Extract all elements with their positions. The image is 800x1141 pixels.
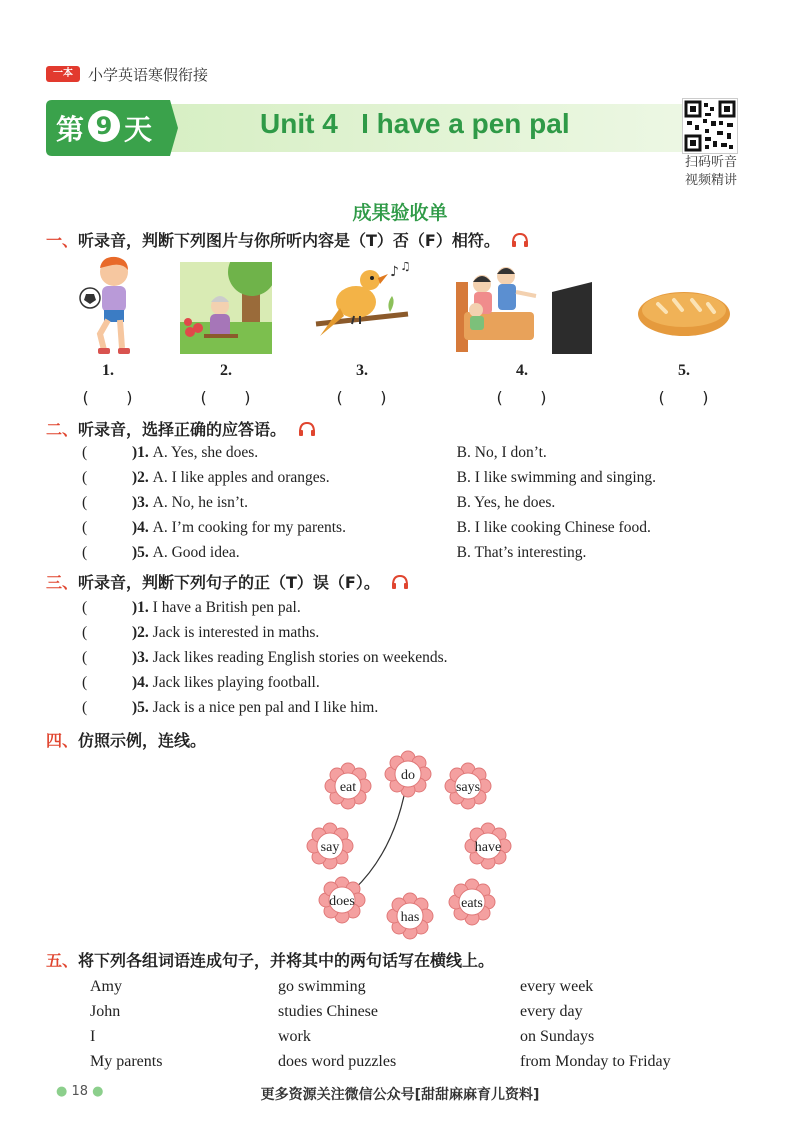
list-item: ( )4. A. I’m cooking for my parents. B. I like cooking Chinese food. xyxy=(82,519,651,536)
svg-text:has: has xyxy=(400,910,420,925)
day-suffix: 天 xyxy=(124,113,153,146)
answer-blank-1[interactable]: ( ) xyxy=(82,388,134,407)
headphones-icon[interactable] xyxy=(298,421,316,437)
svg-text:♪: ♪ xyxy=(390,264,399,280)
grandma-garden-picture xyxy=(180,262,272,354)
section2-title: 听录音，选择正确的应答语。 xyxy=(78,420,287,439)
word-item: every week xyxy=(520,978,594,995)
list-item: ( )3. A. No, he isn’t. B. Yes, he does. xyxy=(82,494,556,511)
headphones-icon[interactable] xyxy=(511,232,529,248)
svg-text:have: have xyxy=(474,840,502,855)
section3-list xyxy=(82,595,762,720)
bird-singing-picture xyxy=(312,262,412,348)
section1-number: 一、 xyxy=(46,231,79,250)
list-item: ( )3. Jack likes reading English stories on weekends. xyxy=(82,649,448,666)
day-prefix: 第 xyxy=(56,113,87,146)
answer-blank-5[interactable]: ( ) xyxy=(658,388,710,407)
picture-label-1: 1. xyxy=(102,362,114,379)
section2-heading xyxy=(46,417,316,440)
flower-has[interactable] xyxy=(387,893,433,939)
list-item: ( )1. A. Yes, she does. B. No, I don’t. xyxy=(82,444,547,461)
section3-number: 三、 xyxy=(46,573,79,592)
word-column-2 xyxy=(278,974,396,1074)
section4-number: 四、 xyxy=(46,731,79,750)
svg-text:eats: eats xyxy=(461,896,483,911)
word-column-3 xyxy=(520,974,671,1074)
list-item: ( )2. Jack is interested in maths. xyxy=(82,624,320,641)
list-item: ( )1. I have a British pen pal. xyxy=(82,599,301,616)
answer-blank-4[interactable]: ( ) xyxy=(496,388,548,407)
flower-have[interactable] xyxy=(465,823,511,869)
svg-text:do: do xyxy=(401,768,415,783)
book-title: 小学英语寒假衔接 xyxy=(88,66,209,84)
svg-text:eat: eat xyxy=(339,780,357,795)
word-item: My parents xyxy=(90,1053,163,1070)
word-item: I xyxy=(90,1028,96,1045)
bread-picture xyxy=(636,286,732,338)
list-item: ( )5. A. Good idea. B. That’s interesting. xyxy=(82,544,587,561)
section3-heading xyxy=(46,570,409,593)
qr-caption-line-2: 视频精讲 xyxy=(684,173,737,188)
family-tv-picture xyxy=(456,262,596,354)
page-title: 成果验收单 xyxy=(352,202,448,224)
picture-label-5: 5. xyxy=(678,362,690,379)
flower-says[interactable] xyxy=(445,763,491,809)
section5-number: 五、 xyxy=(46,951,79,970)
section2-list xyxy=(82,440,762,565)
list-item: ( )2. A. I like apples and oranges. B. I like swimming and singing. xyxy=(82,469,657,486)
qr-caption xyxy=(676,154,746,190)
word-item: every day xyxy=(520,1003,583,1020)
section1-title: 听录音，判断下列图片与你所听内容是（T）否（F）相符。 xyxy=(78,231,500,250)
footer-note: 更多资源关注微信公众号[甜甜麻麻育儿资料] xyxy=(260,1087,540,1103)
svg-text:♫: ♫ xyxy=(400,262,411,273)
qr-code-icon[interactable] xyxy=(682,98,738,154)
flower-eat[interactable] xyxy=(325,763,371,809)
flower-say[interactable] xyxy=(307,823,353,869)
section5-title: 将下列各组词语连成句子，并将其中的两句话写在横线上。 xyxy=(78,951,495,970)
svg-text:says: says xyxy=(455,780,481,795)
list-item: ( )5. Jack is a nice pen pal and I like him. xyxy=(82,699,379,716)
word-item: Amy xyxy=(90,978,122,995)
answer-blank-3[interactable]: ( ) xyxy=(336,388,388,407)
flower-do[interactable] xyxy=(385,751,431,797)
flower-does[interactable] xyxy=(319,877,365,923)
page-number: ● 18 ● xyxy=(56,1084,104,1099)
brand-logo: 一本 xyxy=(46,66,80,82)
word-column-1 xyxy=(90,974,162,1074)
svg-text:does: does xyxy=(329,894,355,909)
section1-heading xyxy=(46,228,529,251)
answer-blank-2[interactable]: ( ) xyxy=(200,388,252,407)
svg-text:say: say xyxy=(320,840,340,855)
flower-matching-diagram xyxy=(290,748,530,948)
section2-number: 二、 xyxy=(46,420,79,439)
unit-title: Unit 4 I have a pen pal xyxy=(260,108,570,139)
word-item: work xyxy=(278,1028,311,1045)
word-item: go swimming xyxy=(278,978,366,995)
section5-heading xyxy=(46,948,494,971)
qr-caption-line-1: 扫码听音 xyxy=(684,155,737,170)
day-number: 9 xyxy=(88,110,120,142)
picture-label-2: 2. xyxy=(220,362,232,379)
section3-title: 听录音，判断下列句子的正（T）误（F）。 xyxy=(78,573,380,592)
section4-heading xyxy=(46,728,206,751)
list-item: ( )4. Jack likes playing football. xyxy=(82,674,320,691)
section4-title: 仿照示例，连线。 xyxy=(78,731,207,750)
headphones-icon[interactable] xyxy=(391,574,409,590)
word-item: from Monday to Friday xyxy=(520,1053,671,1070)
boy-football-picture xyxy=(78,254,138,358)
picture-label-4: 4. xyxy=(516,362,528,379)
word-item: on Sundays xyxy=(520,1028,595,1045)
flower-eats[interactable] xyxy=(449,879,495,925)
word-item: does word puzzles xyxy=(278,1053,397,1070)
picture-label-3: 3. xyxy=(356,362,368,379)
word-item: studies Chinese xyxy=(278,1003,378,1020)
word-item: John xyxy=(90,1003,121,1020)
